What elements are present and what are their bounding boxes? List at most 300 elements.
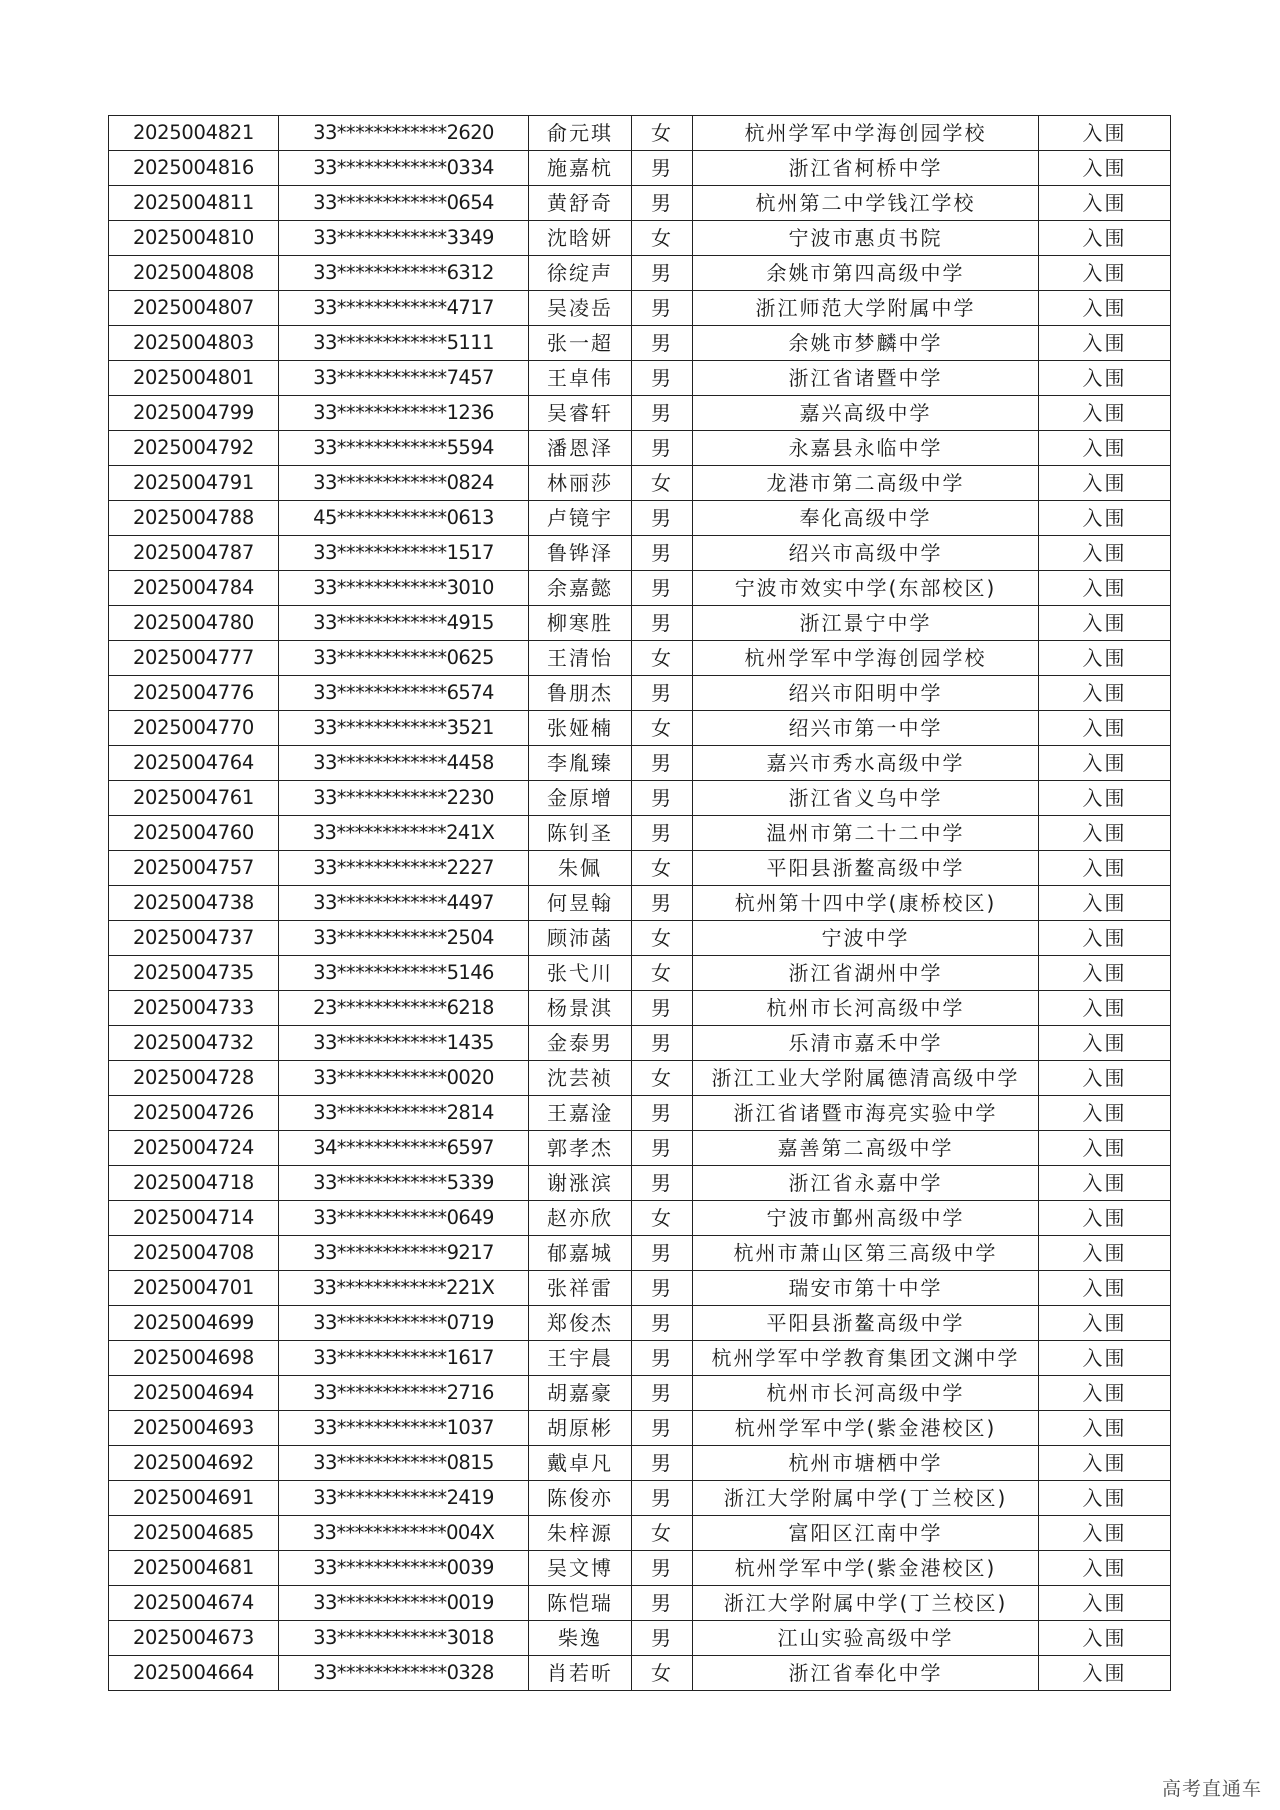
exam-number-cell: 2025004757 [109, 851, 279, 886]
status-cell: 入围 [1039, 256, 1171, 291]
id-card-number-cell: 33************0625 [279, 641, 529, 676]
gender-cell: 女 [632, 1516, 693, 1551]
id-card-number-cell: 33************221X [279, 1271, 529, 1306]
school-cell: 宁波市惠贞书院 [693, 221, 1039, 256]
student-name-cell: 杨景淇 [529, 991, 632, 1026]
status-cell: 入围 [1039, 956, 1171, 991]
school-cell: 龙港市第二高级中学 [693, 466, 1039, 501]
table-row [109, 396, 1171, 431]
status-cell: 入围 [1039, 1271, 1171, 1306]
gender-cell: 男 [632, 746, 693, 781]
table-row [109, 1551, 1171, 1586]
student-name-cell: 朱佩 [529, 851, 632, 886]
id-card-number-cell: 33************0815 [279, 1446, 529, 1481]
table-row [109, 326, 1171, 361]
table-row [109, 1271, 1171, 1306]
gender-cell: 女 [632, 116, 693, 151]
status-cell: 入围 [1039, 1341, 1171, 1376]
status-cell: 入围 [1039, 326, 1171, 361]
exam-number-cell: 2025004737 [109, 921, 279, 956]
student-name-cell: 林丽莎 [529, 466, 632, 501]
status-cell: 入围 [1039, 221, 1171, 256]
school-cell: 乐清市嘉禾中学 [693, 1026, 1039, 1061]
gender-cell: 女 [632, 921, 693, 956]
table-row [109, 991, 1171, 1026]
exam-number-cell: 2025004787 [109, 536, 279, 571]
table-row [109, 1621, 1171, 1656]
admission-list-body [109, 116, 1171, 1691]
status-cell: 入围 [1039, 606, 1171, 641]
table-row [109, 1656, 1171, 1691]
table-row [109, 466, 1171, 501]
id-card-number-cell: 33************4458 [279, 746, 529, 781]
school-cell: 杭州市萧山区第三高级中学 [693, 1236, 1039, 1271]
id-card-number-cell: 33************3521 [279, 711, 529, 746]
school-cell: 温州市第二十二中学 [693, 816, 1039, 851]
id-card-number-cell: 33************0654 [279, 186, 529, 221]
exam-number-cell: 2025004761 [109, 781, 279, 816]
gender-cell: 男 [632, 361, 693, 396]
student-name-cell: 王清怡 [529, 641, 632, 676]
student-name-cell: 柴逸 [529, 1621, 632, 1656]
student-name-cell: 张祥雷 [529, 1271, 632, 1306]
gender-cell: 男 [632, 1411, 693, 1446]
student-name-cell: 陈钊圣 [529, 816, 632, 851]
status-cell: 入围 [1039, 1656, 1171, 1691]
student-name-cell: 鲁铧泽 [529, 536, 632, 571]
id-card-number-cell: 33************2814 [279, 1096, 529, 1131]
table-row [109, 536, 1171, 571]
gender-cell: 男 [632, 1026, 693, 1061]
id-card-number-cell: 33************4497 [279, 886, 529, 921]
status-cell: 入围 [1039, 676, 1171, 711]
status-cell: 入围 [1039, 466, 1171, 501]
gender-cell: 男 [632, 396, 693, 431]
exam-number-cell: 2025004692 [109, 1446, 279, 1481]
exam-number-cell: 2025004777 [109, 641, 279, 676]
table-row [109, 1166, 1171, 1201]
status-cell: 入围 [1039, 1446, 1171, 1481]
school-cell: 富阳区江南中学 [693, 1516, 1039, 1551]
exam-number-cell: 2025004738 [109, 886, 279, 921]
student-name-cell: 沈晗妍 [529, 221, 632, 256]
school-cell: 绍兴市高级中学 [693, 536, 1039, 571]
status-cell: 入围 [1039, 1376, 1171, 1411]
exam-number-cell: 2025004821 [109, 116, 279, 151]
student-name-cell: 肖若昕 [529, 1656, 632, 1691]
table-row [109, 1201, 1171, 1236]
status-cell: 入围 [1039, 571, 1171, 606]
table-row [109, 816, 1171, 851]
id-card-number-cell: 33************1236 [279, 396, 529, 431]
status-cell: 入围 [1039, 501, 1171, 536]
id-card-number-cell: 33************5111 [279, 326, 529, 361]
school-cell: 平阳县浙鳌高级中学 [693, 1306, 1039, 1341]
exam-number-cell: 2025004803 [109, 326, 279, 361]
student-name-cell: 鲁朋杰 [529, 676, 632, 711]
school-cell: 平阳县浙鳌高级中学 [693, 851, 1039, 886]
gender-cell: 男 [632, 256, 693, 291]
gender-cell: 男 [632, 781, 693, 816]
school-cell: 宁波市效实中学(东部校区) [693, 571, 1039, 606]
student-name-cell: 谢涨滨 [529, 1166, 632, 1201]
id-card-number-cell: 33************6312 [279, 256, 529, 291]
id-card-number-cell: 33************4915 [279, 606, 529, 641]
id-card-number-cell: 33************3349 [279, 221, 529, 256]
gender-cell: 男 [632, 676, 693, 711]
table-row [109, 571, 1171, 606]
id-card-number-cell: 33************5594 [279, 431, 529, 466]
table-row [109, 1376, 1171, 1411]
student-name-cell: 吴睿轩 [529, 396, 632, 431]
school-cell: 浙江省义乌中学 [693, 781, 1039, 816]
table-row [109, 1341, 1171, 1376]
school-cell: 杭州学军中学教育集团文渊中学 [693, 1341, 1039, 1376]
gender-cell: 男 [632, 1376, 693, 1411]
school-cell: 绍兴市第一中学 [693, 711, 1039, 746]
id-card-number-cell: 33************2419 [279, 1481, 529, 1516]
gender-cell: 女 [632, 1656, 693, 1691]
gender-cell: 男 [632, 1446, 693, 1481]
student-name-cell: 柳寒胜 [529, 606, 632, 641]
school-cell: 浙江省诸暨中学 [693, 361, 1039, 396]
school-cell: 宁波市鄞州高级中学 [693, 1201, 1039, 1236]
table-row [109, 256, 1171, 291]
school-cell: 瑞安市第十中学 [693, 1271, 1039, 1306]
student-name-cell: 沈芸祯 [529, 1061, 632, 1096]
status-cell: 入围 [1039, 886, 1171, 921]
table-row [109, 886, 1171, 921]
status-cell: 入围 [1039, 1166, 1171, 1201]
gender-cell: 女 [632, 466, 693, 501]
student-name-cell: 张弋川 [529, 956, 632, 991]
id-card-number-cell: 33************004X [279, 1516, 529, 1551]
school-cell: 杭州学军中学海创园学校 [693, 116, 1039, 151]
table-row [109, 361, 1171, 396]
student-name-cell: 吴凌岳 [529, 291, 632, 326]
gender-cell: 男 [632, 1586, 693, 1621]
school-cell: 杭州市长河高级中学 [693, 1376, 1039, 1411]
student-name-cell: 顾沛菡 [529, 921, 632, 956]
exam-number-cell: 2025004792 [109, 431, 279, 466]
status-cell: 入围 [1039, 746, 1171, 781]
id-card-number-cell: 33************2504 [279, 921, 529, 956]
gender-cell: 女 [632, 851, 693, 886]
gender-cell: 男 [632, 431, 693, 466]
gender-cell: 男 [632, 1341, 693, 1376]
exam-number-cell: 2025004673 [109, 1621, 279, 1656]
gender-cell: 女 [632, 956, 693, 991]
exam-number-cell: 2025004801 [109, 361, 279, 396]
id-card-number-cell: 33************5146 [279, 956, 529, 991]
student-name-cell: 戴卓凡 [529, 1446, 632, 1481]
status-cell: 入围 [1039, 396, 1171, 431]
student-name-cell: 余嘉懿 [529, 571, 632, 606]
table-row [109, 746, 1171, 781]
exam-number-cell: 2025004708 [109, 1236, 279, 1271]
table-row [109, 606, 1171, 641]
id-card-number-cell: 33************9217 [279, 1236, 529, 1271]
exam-number-cell: 2025004780 [109, 606, 279, 641]
table-row [109, 1481, 1171, 1516]
student-name-cell: 金泰男 [529, 1026, 632, 1061]
school-cell: 杭州第二中学钱江学校 [693, 186, 1039, 221]
student-name-cell: 卢镜宇 [529, 501, 632, 536]
table-row [109, 851, 1171, 886]
exam-number-cell: 2025004724 [109, 1131, 279, 1166]
gender-cell: 女 [632, 1061, 693, 1096]
school-cell: 余姚市第四高级中学 [693, 256, 1039, 291]
gender-cell: 男 [632, 991, 693, 1026]
exam-number-cell: 2025004718 [109, 1166, 279, 1201]
exam-number-cell: 2025004760 [109, 816, 279, 851]
table-row [109, 291, 1171, 326]
gender-cell: 男 [632, 1271, 693, 1306]
exam-number-cell: 2025004726 [109, 1096, 279, 1131]
table-row [109, 1516, 1171, 1551]
exam-number-cell: 2025004799 [109, 396, 279, 431]
table-row [109, 1586, 1171, 1621]
school-cell: 江山实验高级中学 [693, 1621, 1039, 1656]
exam-number-cell: 2025004764 [109, 746, 279, 781]
student-name-cell: 张一超 [529, 326, 632, 361]
table-row [109, 711, 1171, 746]
status-cell: 入围 [1039, 431, 1171, 466]
id-card-number-cell: 33************0328 [279, 1656, 529, 1691]
exam-number-cell: 2025004810 [109, 221, 279, 256]
status-cell: 入围 [1039, 151, 1171, 186]
table-row [109, 151, 1171, 186]
exam-number-cell: 2025004674 [109, 1586, 279, 1621]
student-name-cell: 金原增 [529, 781, 632, 816]
table-row [109, 956, 1171, 991]
exam-number-cell: 2025004788 [109, 501, 279, 536]
student-name-cell: 徐绽声 [529, 256, 632, 291]
school-cell: 浙江师范大学附属中学 [693, 291, 1039, 326]
student-name-cell: 何昱翰 [529, 886, 632, 921]
gender-cell: 男 [632, 1096, 693, 1131]
id-card-number-cell: 33************0334 [279, 151, 529, 186]
status-cell: 入围 [1039, 711, 1171, 746]
school-cell: 余姚市梦麟中学 [693, 326, 1039, 361]
gender-cell: 女 [632, 641, 693, 676]
id-card-number-cell: 33************0824 [279, 466, 529, 501]
status-cell: 入围 [1039, 816, 1171, 851]
table-row [109, 1131, 1171, 1166]
status-cell: 入围 [1039, 1026, 1171, 1061]
school-cell: 嘉善第二高级中学 [693, 1131, 1039, 1166]
id-card-number-cell: 45************0613 [279, 501, 529, 536]
school-cell: 永嘉县永临中学 [693, 431, 1039, 466]
gender-cell: 男 [632, 151, 693, 186]
table-row [109, 1446, 1171, 1481]
gender-cell: 男 [632, 1481, 693, 1516]
student-name-cell: 施嘉杭 [529, 151, 632, 186]
student-name-cell: 郑俊杰 [529, 1306, 632, 1341]
exam-number-cell: 2025004807 [109, 291, 279, 326]
id-card-number-cell: 33************0719 [279, 1306, 529, 1341]
exam-number-cell: 2025004784 [109, 571, 279, 606]
gender-cell: 男 [632, 606, 693, 641]
status-cell: 入围 [1039, 1621, 1171, 1656]
student-name-cell: 吴文博 [529, 1551, 632, 1586]
table-row [109, 116, 1171, 151]
school-cell: 嘉兴市秀水高级中学 [693, 746, 1039, 781]
id-card-number-cell: 33************6574 [279, 676, 529, 711]
status-cell: 入围 [1039, 116, 1171, 151]
status-cell: 入围 [1039, 1201, 1171, 1236]
exam-number-cell: 2025004714 [109, 1201, 279, 1236]
id-card-number-cell: 33************2716 [279, 1376, 529, 1411]
gender-cell: 男 [632, 291, 693, 326]
table-row [109, 186, 1171, 221]
status-cell: 入围 [1039, 641, 1171, 676]
id-card-number-cell: 33************1517 [279, 536, 529, 571]
student-name-cell: 郭孝杰 [529, 1131, 632, 1166]
id-card-number-cell: 33************3018 [279, 1621, 529, 1656]
status-cell: 入围 [1039, 1481, 1171, 1516]
school-cell: 杭州市塘栖中学 [693, 1446, 1039, 1481]
gender-cell: 男 [632, 816, 693, 851]
gender-cell: 女 [632, 711, 693, 746]
status-cell: 入围 [1039, 781, 1171, 816]
student-name-cell: 赵亦欣 [529, 1201, 632, 1236]
student-name-cell: 陈俊亦 [529, 1481, 632, 1516]
exam-number-cell: 2025004816 [109, 151, 279, 186]
status-cell: 入围 [1039, 291, 1171, 326]
id-card-number-cell: 33************1037 [279, 1411, 529, 1446]
table-row [109, 501, 1171, 536]
school-cell: 杭州市长河高级中学 [693, 991, 1039, 1026]
status-cell: 入围 [1039, 991, 1171, 1026]
id-card-number-cell: 33************0020 [279, 1061, 529, 1096]
exam-number-cell: 2025004732 [109, 1026, 279, 1061]
table-row [109, 431, 1171, 466]
exam-number-cell: 2025004808 [109, 256, 279, 291]
status-cell: 入围 [1039, 1586, 1171, 1621]
exam-number-cell: 2025004699 [109, 1306, 279, 1341]
school-cell: 嘉兴高级中学 [693, 396, 1039, 431]
school-cell: 浙江大学附属中学(丁兰校区) [693, 1586, 1039, 1621]
school-cell: 宁波中学 [693, 921, 1039, 956]
gender-cell: 男 [632, 536, 693, 571]
exam-number-cell: 2025004735 [109, 956, 279, 991]
student-name-cell: 俞元琪 [529, 116, 632, 151]
exam-number-cell: 2025004733 [109, 991, 279, 1026]
exam-number-cell: 2025004791 [109, 466, 279, 501]
student-name-cell: 王嘉淦 [529, 1096, 632, 1131]
exam-number-cell: 2025004664 [109, 1656, 279, 1691]
gender-cell: 男 [632, 1551, 693, 1586]
gender-cell: 男 [632, 571, 693, 606]
id-card-number-cell: 33************7457 [279, 361, 529, 396]
gender-cell: 男 [632, 186, 693, 221]
school-cell: 杭州第十四中学(康桥校区) [693, 886, 1039, 921]
table-row [109, 676, 1171, 711]
school-cell: 浙江工业大学附属德清高级中学 [693, 1061, 1039, 1096]
id-card-number-cell: 33************1617 [279, 1341, 529, 1376]
table-row [109, 1411, 1171, 1446]
school-cell: 杭州学军中学海创园学校 [693, 641, 1039, 676]
student-name-cell: 朱梓源 [529, 1516, 632, 1551]
table-row [109, 1306, 1171, 1341]
status-cell: 入围 [1039, 1131, 1171, 1166]
exam-number-cell: 2025004691 [109, 1481, 279, 1516]
id-card-number-cell: 33************0019 [279, 1586, 529, 1621]
school-cell: 浙江省永嘉中学 [693, 1166, 1039, 1201]
id-card-number-cell: 33************2227 [279, 851, 529, 886]
id-card-number-cell: 23************6218 [279, 991, 529, 1026]
id-card-number-cell: 33************1435 [279, 1026, 529, 1061]
exam-number-cell: 2025004770 [109, 711, 279, 746]
school-cell: 奉化高级中学 [693, 501, 1039, 536]
student-name-cell: 李胤臻 [529, 746, 632, 781]
exam-number-cell: 2025004811 [109, 186, 279, 221]
exam-number-cell: 2025004693 [109, 1411, 279, 1446]
id-card-number-cell: 33************241X [279, 816, 529, 851]
id-card-number-cell: 33************3010 [279, 571, 529, 606]
exam-number-cell: 2025004694 [109, 1376, 279, 1411]
status-cell: 入围 [1039, 1236, 1171, 1271]
student-name-cell: 张娅楠 [529, 711, 632, 746]
student-name-cell: 黄舒奇 [529, 186, 632, 221]
status-cell: 入围 [1039, 1061, 1171, 1096]
student-name-cell: 陈恺瑞 [529, 1586, 632, 1621]
status-cell: 入围 [1039, 361, 1171, 396]
gender-cell: 男 [632, 501, 693, 536]
gender-cell: 女 [632, 221, 693, 256]
status-cell: 入围 [1039, 536, 1171, 571]
gender-cell: 男 [632, 326, 693, 361]
school-cell: 浙江省柯桥中学 [693, 151, 1039, 186]
gender-cell: 男 [632, 1166, 693, 1201]
school-cell: 绍兴市阳明中学 [693, 676, 1039, 711]
gender-cell: 男 [632, 886, 693, 921]
gender-cell: 男 [632, 1621, 693, 1656]
table-row [109, 221, 1171, 256]
table-row [109, 1061, 1171, 1096]
status-cell: 入围 [1039, 1551, 1171, 1586]
id-card-number-cell: 34************6597 [279, 1131, 529, 1166]
id-card-number-cell: 33************4717 [279, 291, 529, 326]
status-cell: 入围 [1039, 1096, 1171, 1131]
school-cell: 浙江景宁中学 [693, 606, 1039, 641]
table-row [109, 641, 1171, 676]
student-name-cell: 郁嘉城 [529, 1236, 632, 1271]
table-row [109, 1096, 1171, 1131]
exam-number-cell: 2025004681 [109, 1551, 279, 1586]
status-cell: 入围 [1039, 851, 1171, 886]
gender-cell: 男 [632, 1131, 693, 1166]
status-cell: 入围 [1039, 186, 1171, 221]
watermark-text: 高考直通车 [1161, 1778, 1262, 1800]
status-cell: 入围 [1039, 1411, 1171, 1446]
table-row [109, 1236, 1171, 1271]
id-card-number-cell: 33************0039 [279, 1551, 529, 1586]
school-cell: 浙江省诸暨市海亮实验中学 [693, 1096, 1039, 1131]
gender-cell: 男 [632, 1306, 693, 1341]
exam-number-cell: 2025004776 [109, 676, 279, 711]
school-cell: 浙江大学附属中学(丁兰校区) [693, 1481, 1039, 1516]
exam-number-cell: 2025004685 [109, 1516, 279, 1551]
student-name-cell: 王卓伟 [529, 361, 632, 396]
student-name-cell: 王宇晨 [529, 1341, 632, 1376]
table-row [109, 781, 1171, 816]
student-name-cell: 胡原彬 [529, 1411, 632, 1446]
admission-list-table [108, 115, 1171, 1691]
exam-number-cell: 2025004728 [109, 1061, 279, 1096]
status-cell: 入围 [1039, 921, 1171, 956]
